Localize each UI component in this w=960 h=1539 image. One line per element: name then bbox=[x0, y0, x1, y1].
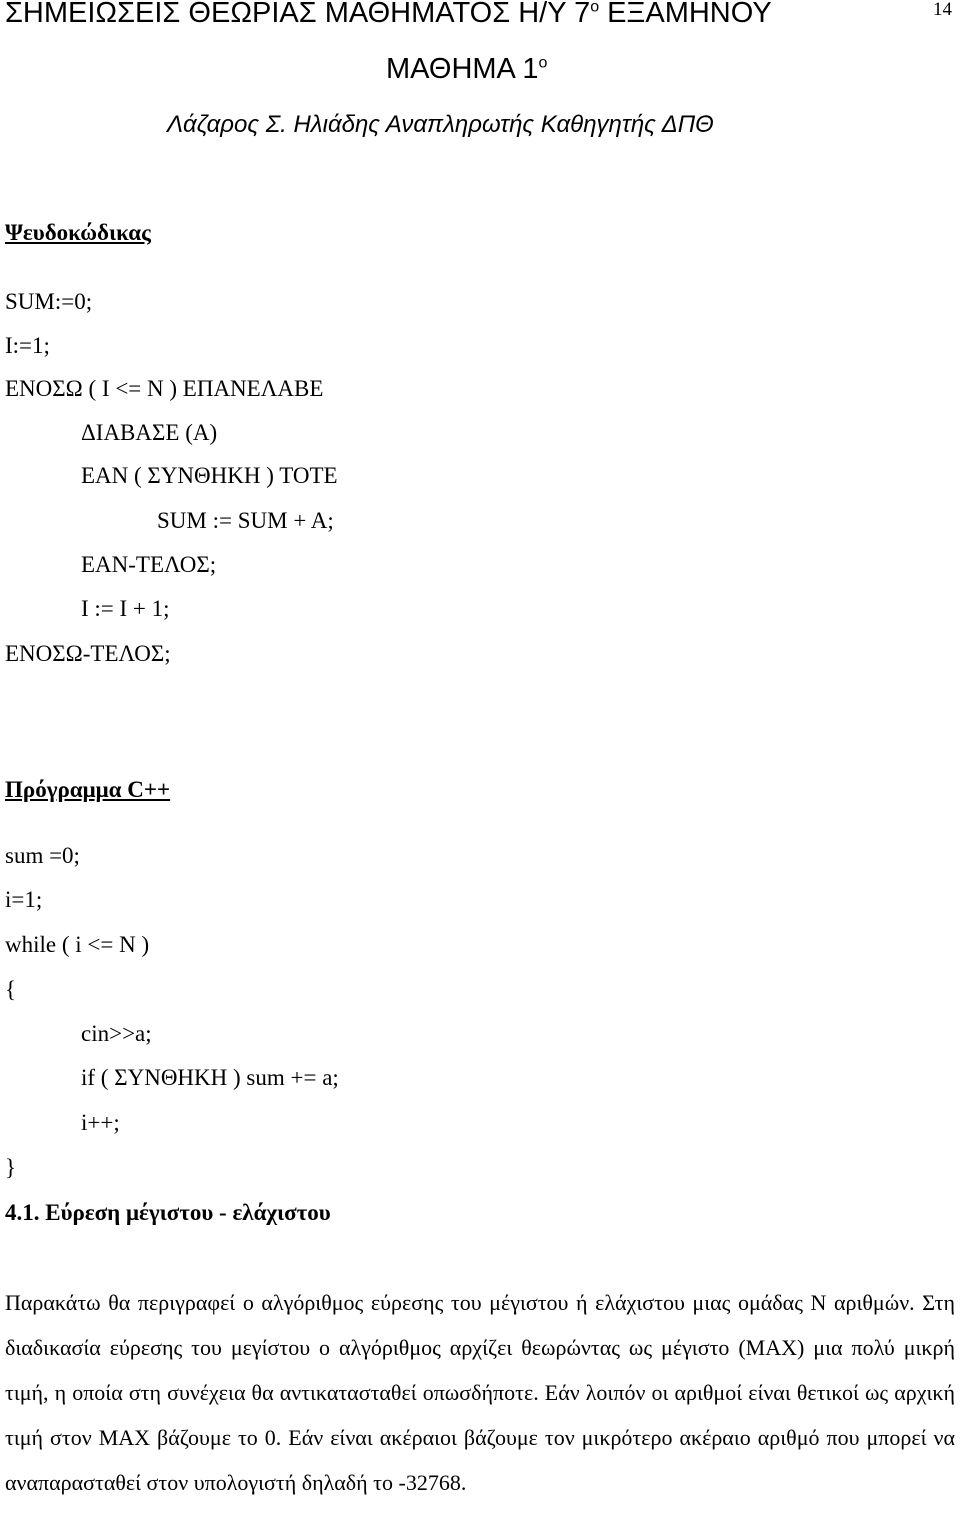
cpp-line: i++; bbox=[81, 1110, 120, 1135]
pseudocode-line: I:=1; bbox=[5, 333, 50, 358]
pseudocode-line: SUM := SUM + A; bbox=[157, 508, 334, 533]
pseudocode-line: SUM:=0; bbox=[5, 289, 93, 314]
pseudocode-line: ΕΑΝ-ΤΕΛΟΣ; bbox=[81, 552, 217, 577]
pseudocode-line: ΕΝΟΣΩ ( I <= N ) ΕΠΑΝΕΛΑΒΕ bbox=[5, 376, 324, 401]
cpp-line: if ( ΣΥΝΘΗΚΗ ) sum += a; bbox=[81, 1065, 339, 1090]
cpp-heading: Πρόγραμμα C++ bbox=[5, 777, 171, 802]
pseudocode-line: ΔΙΑΒΑΣΕ (A) bbox=[81, 420, 218, 445]
pseudocode-line: ΕΝΟΣΩ-ΤΕΛΟΣ; bbox=[5, 641, 171, 666]
document-title: ΣΗΜΕΙΩΣΕΙΣ ΘΕΩΡΙΑΣ ΜΑΘΗΜΑΤΟΣ Η/Υ $7^o$ ΕΞΑΜΗΝΟΥ bbox=[5, 0, 772, 29]
pseudocode-line: I := I + 1; bbox=[81, 596, 170, 621]
section-heading: 4.1. Εύρεση μέγιστου - ελάχιστου bbox=[5, 1200, 331, 1225]
cpp-line: cin>>a; bbox=[81, 1021, 152, 1046]
pseudocode-heading: Ψευδοκώδικας bbox=[5, 220, 151, 245]
cpp-line: } bbox=[5, 1155, 17, 1180]
lesson-title: ΜΑΘΗΜΑ $1^o$ bbox=[386, 53, 548, 85]
section-paragraph: Παρακάτω θα περιγραφεί ο αλγόριθμος εύρεσης του μέγιστου ή ελάχιστου μιας ομάδας Ν αριθμών. Στη διαδικασία εύρεσης του μεγίστου ο αλγόριθμος αρχίζει θεωρώντας ως μέγιστο (MAX) μια πολύ μικρή τιμή, η οποία στη συνέχεια θα αντικατασταθεί οπωσδήποτε. Εάν λοιπόν οι αριθμοί είναι θετικοί ως αρχική τιμή στον MAX βάζουμε το 0. Εάν είναι ακέραιοι βάζουμε τον μικρότερο ακέραιο αριθμό που μπορεί να αναπαρασταθεί στον υπολογιστή δηλαδή το -32768. bbox=[5, 1290, 955, 1495]
author-line: Λάζαρος Σ. Ηλιάδης Αναπληρωτής Καθηγητής ΔΠΘ bbox=[167, 111, 714, 138]
page-number: 14 bbox=[933, 0, 952, 20]
cpp-line: { bbox=[5, 977, 17, 1002]
cpp-line: i=1; bbox=[5, 887, 43, 912]
cpp-line: sum =0; bbox=[5, 843, 80, 868]
cpp-line: while ( i <= N ) bbox=[5, 932, 150, 957]
pseudocode-line: ΕΑΝ ( ΣΥΝΘΗΚΗ ) ΤΟΤΕ bbox=[81, 463, 338, 488]
